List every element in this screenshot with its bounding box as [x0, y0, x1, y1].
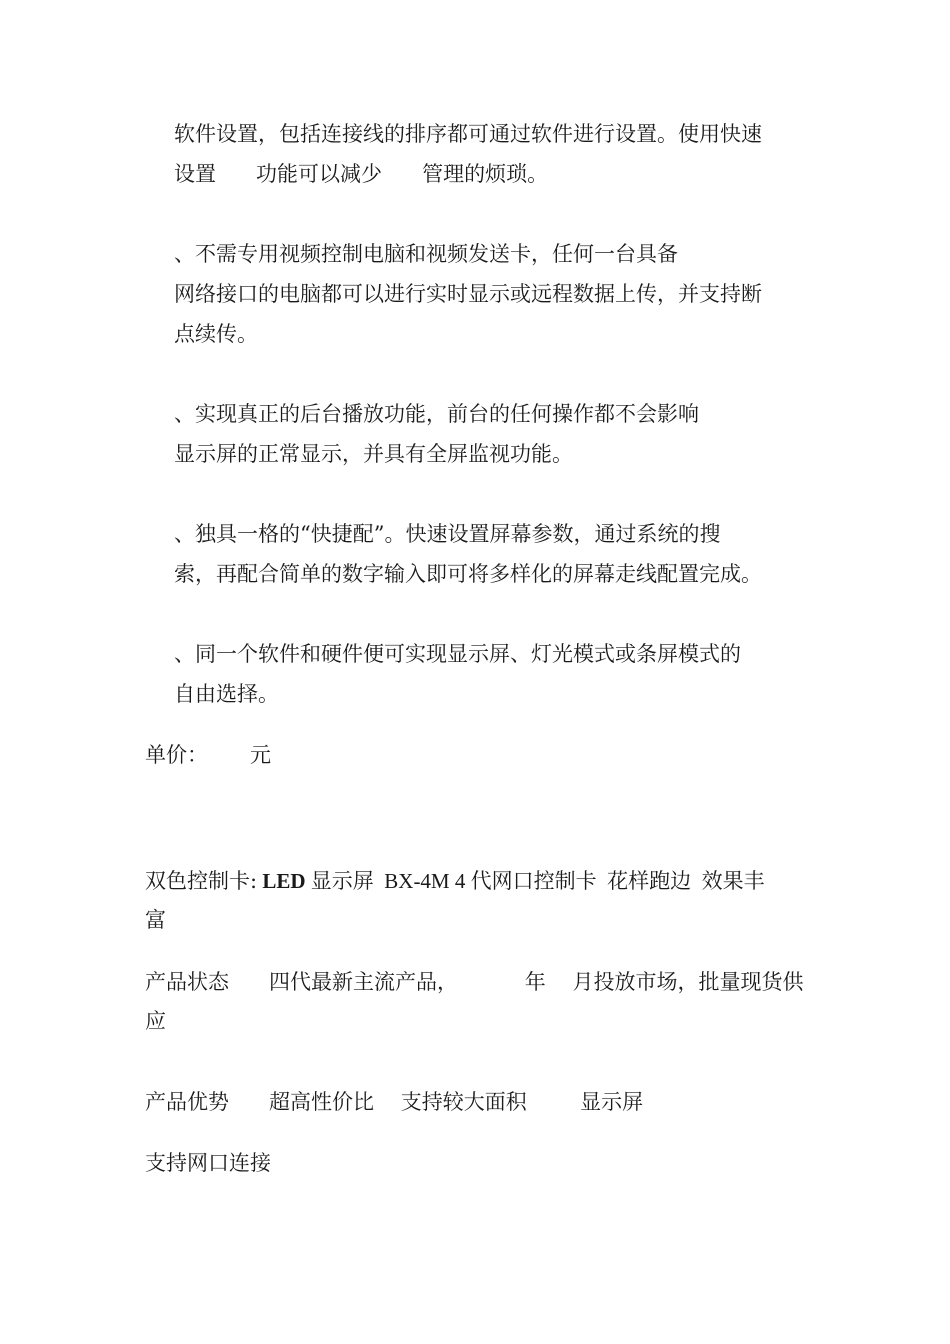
paragraph-line: 软件设置，包括连接线的排序都可通过软件进行设置。使用快速 — [174, 122, 762, 146]
price-label: 单价： — [145, 743, 208, 767]
paragraph-line: 点续传。 — [174, 322, 258, 346]
product-title — [145, 871, 765, 892]
paragraph-line: 网络接口的电脑都可以进行实时显示或远程数据上传，并支持断 — [174, 282, 762, 306]
product-title-wrap: 富 — [145, 908, 166, 932]
product-network: 支持网口连接 — [145, 1151, 271, 1175]
paragraph-line: 、实现真正的后台播放功能，前台的任何操作都不会影响 — [174, 402, 699, 426]
product-title-bold: LED — [257, 869, 306, 893]
paragraph-line: 显示屏的正常显示，并具有全屏监视功能。 — [174, 442, 573, 466]
product-advantage: 产品优势 超高性价比 支持较大面积 显示屏 — [145, 1090, 644, 1114]
product-status: 产品状态 四代最新主流产品， 年 月投放市场，批量现货供 — [145, 970, 804, 994]
paragraph-line: 、独具一格的“快捷配”。快速设置屏幕参数，通过系统的搜 — [174, 522, 721, 546]
paragraph-line: 、不需专用视频控制电脑和视频发送卡，任何一台具备 — [174, 242, 678, 266]
product-status-wrap: 应 — [145, 1009, 166, 1033]
paragraph-line: 设置 功能可以减少 管理的烦琐。 — [174, 162, 549, 186]
paragraph-line: 、同一个软件和硬件便可实现显示屏、灯光模式或条屏模式的 — [174, 642, 741, 666]
price-unit: 元 — [250, 743, 271, 767]
product-title-rest: 显示屏 BX-4M 4 代网口控制卡 花样跑边 效果丰 — [305, 869, 765, 893]
paragraph-line: 索，再配合简单的数字输入即可将多样化的屏幕走线配置完成。 — [174, 562, 762, 586]
product-title-prefix: 双色控制卡: — [145, 869, 258, 893]
paragraph-line: 自由选择。 — [174, 682, 279, 706]
